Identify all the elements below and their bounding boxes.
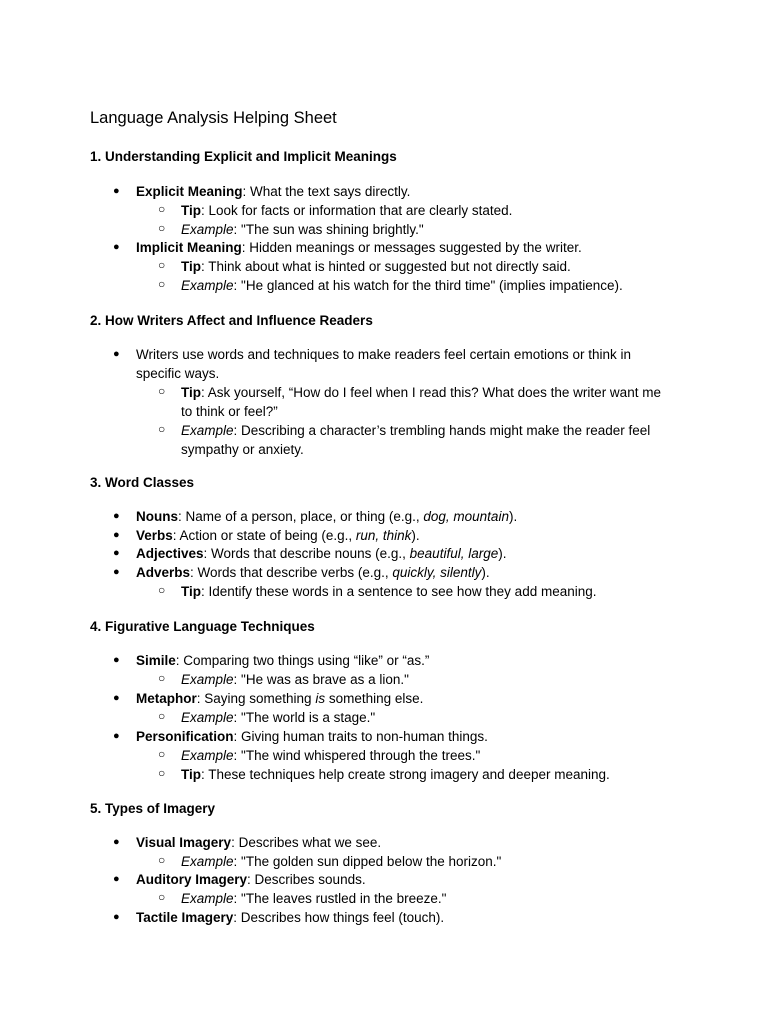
list-item: Adjectives: Words that describe nouns (e.g., beautiful, large). [136, 546, 507, 561]
bullet-icon: ● [113, 547, 120, 559]
sub-bullet-icon: ○ [158, 258, 166, 272]
list-item: Tactile Imagery: Describes how things feel (touch). [136, 910, 445, 925]
bullet-icon: ● [113, 185, 120, 197]
sub-bullet-icon: ○ [158, 202, 166, 216]
sub-bullet-icon: ○ [158, 709, 166, 723]
list-item: Example: "The world is a stage." [181, 710, 376, 725]
list-item: Example: "The golden sun dipped below the horizon." [181, 854, 502, 869]
list-item: Metaphor: Saying something is something else. [136, 691, 424, 706]
list-item: Adverbs: Words that describe verbs (e.g., quickly, silently). [136, 565, 490, 580]
sub-bullet-icon: ○ [158, 890, 166, 904]
bullet-icon: ● [113, 730, 120, 742]
sub-bullet-icon: ○ [158, 766, 166, 780]
bullet-icon: ● [113, 873, 120, 885]
bullet-icon: ● [113, 692, 120, 704]
list-item: Writers use words and techniques to make readers feel certain emotions or think in [136, 347, 631, 362]
sub-bullet-icon: ○ [158, 853, 166, 867]
section-heading-4: 4. Figurative Language Techniques [90, 619, 315, 634]
section-heading-5: 5. Types of Imagery [90, 801, 216, 816]
list-item: Tip: Identify these words in a sentence to see how they add meaning. [181, 584, 597, 599]
list-item: Personification: Giving human traits to non-human things. [136, 729, 488, 744]
list-item: Example: "The wind whispered through the trees." [181, 748, 481, 763]
list-item-continuation: specific ways. [136, 366, 220, 381]
sub-bullet-icon: ○ [158, 422, 166, 436]
bullet-icon: ● [113, 566, 120, 578]
list-item: Example: "The leaves rustled in the breeze." [181, 891, 447, 906]
list-item-continuation: to think or feel?” [181, 404, 278, 419]
section-heading-1: 1. Understanding Explicit and Implicit Meanings [90, 149, 397, 164]
list-item: Example: Describing a character’s trembling hands might make the reader feel [181, 423, 651, 438]
list-item: Explicit Meaning: What the text says directly. [136, 184, 411, 199]
bullet-icon: ● [113, 510, 120, 522]
list-item: Tip: Ask yourself, “How do I feel when I read this? What does the writer want me [181, 385, 661, 400]
list-item: Example: "He glanced at his watch for the third time" (implies impatience). [181, 278, 623, 293]
sub-bullet-icon: ○ [158, 277, 166, 291]
list-item: Example: "He was as brave as a lion." [181, 672, 409, 687]
document-title: Language Analysis Helping Sheet [90, 109, 337, 127]
bullet-icon: ● [113, 529, 120, 541]
sub-bullet-icon: ○ [158, 583, 166, 597]
list-item: Tip: These techniques help create strong imagery and deeper meaning. [181, 767, 610, 782]
sub-bullet-icon: ○ [158, 221, 166, 235]
sub-bullet-icon: ○ [158, 384, 166, 398]
list-item: Tip: Think about what is hinted or suggested but not directly said. [181, 259, 571, 274]
list-item: Implicit Meaning: Hidden meanings or messages suggested by the writer. [136, 240, 582, 255]
list-item: Tip: Look for facts or information that are clearly stated. [181, 203, 513, 218]
bullet-icon: ● [113, 654, 120, 666]
list-item: Auditory Imagery: Describes sounds. [136, 872, 366, 887]
list-item: Visual Imagery: Describes what we see. [136, 835, 382, 850]
list-item: Example: "The sun was shining brightly." [181, 222, 424, 237]
list-item-continuation: sympathy or anxiety. [181, 442, 304, 457]
bullet-icon: ● [113, 241, 120, 253]
list-item: Simile: Comparing two things using “like” or “as.” [136, 653, 430, 668]
bullet-icon: ● [113, 836, 120, 848]
sub-bullet-icon: ○ [158, 671, 166, 685]
section-heading-2: 2. How Writers Affect and Influence Readers [90, 313, 373, 328]
sub-bullet-icon: ○ [158, 747, 166, 761]
section-heading-3: 3. Word Classes [90, 475, 195, 490]
list-item: Verbs: Action or state of being (e.g., run, think). [136, 528, 420, 543]
bullet-icon: ● [113, 348, 120, 360]
list-item: Nouns: Name of a person, place, or thing (e.g., dog, mountain). [136, 509, 518, 524]
bullet-icon: ● [113, 911, 120, 923]
